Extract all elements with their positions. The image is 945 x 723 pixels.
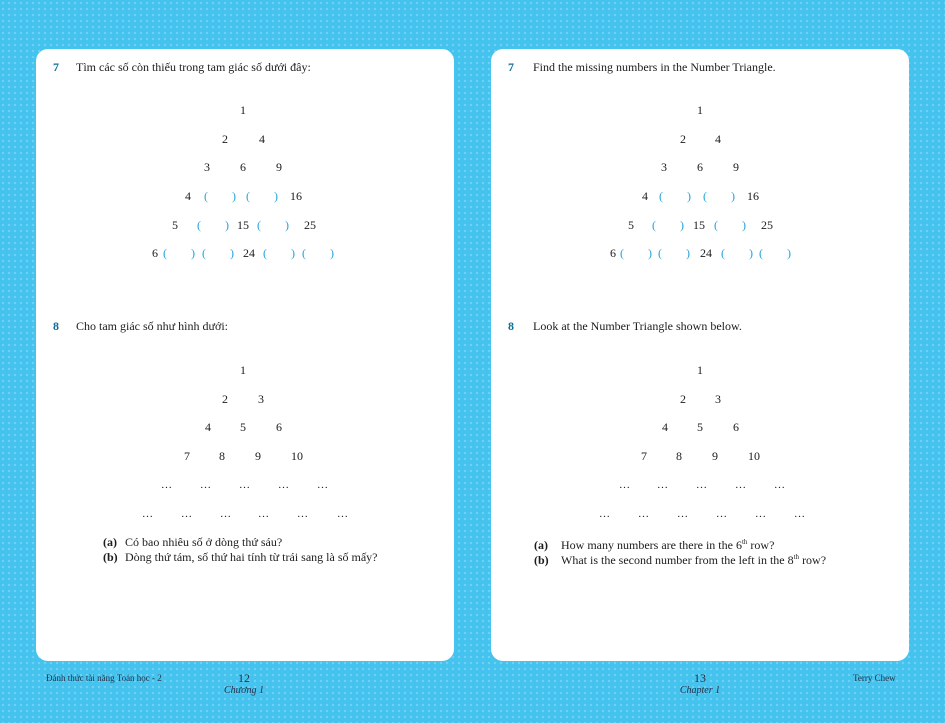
question-8-number: 8: [508, 319, 514, 333]
question-8-text: Look at the Number Triangle shown below.: [533, 319, 742, 333]
ellipsis: ...: [619, 479, 631, 491]
triangle-number: 8: [219, 449, 225, 463]
triangle-number: 3: [661, 160, 667, 174]
triangle-number: 6: [733, 420, 739, 434]
triangle-number: 5: [172, 218, 178, 232]
ellipsis: ...: [181, 508, 193, 520]
sub-question-label: (b): [103, 550, 118, 564]
ellipsis: ...: [657, 479, 669, 491]
ellipsis: ...: [142, 508, 154, 520]
triangle-number: 5: [628, 218, 634, 232]
triangle-number: 1: [697, 363, 703, 377]
ellipsis: ...: [794, 508, 806, 520]
ellipsis: ...: [716, 508, 728, 520]
triangle-number: 6: [240, 160, 246, 174]
triangle-number: 10: [748, 449, 760, 463]
footer-page-number: 12: [238, 671, 250, 685]
triangle-number: 3: [715, 392, 721, 406]
left-page: 7 Tìm các số còn thiếu trong tam giác số dưới đây: 1 2 4 3 6 9 4 ( ) ( ) 16 5 ( ) 15 ( ) 25 6 ( ) ( ) 24 ( ) ( ) 8 Cho tam giác số như hình dưới: 1 2 3 4 5 6 7 8 9 10 ... ... ... ... ... ... ... ... ... ... ... (a) Có bao nhiêu số ở dòng thứ sáu? (b) Dòng thứ tám, số thứ hai tính từ trái sang là số mấy?: [36, 49, 454, 661]
sub-question-b: [103, 550, 377, 564]
ellipsis: ...: [317, 479, 329, 491]
triangle-number: 25: [304, 218, 316, 232]
triangle-number: 4: [185, 189, 191, 203]
ellipsis: ...: [337, 508, 349, 520]
triangle-number: 6: [276, 420, 282, 434]
triangle-number: 2: [680, 132, 686, 146]
triangle-number: 7: [641, 449, 647, 463]
triangle-number: 9: [276, 160, 282, 174]
triangle-number: 1: [240, 103, 246, 117]
sub-question-text: Dòng thứ tám, số thứ hai tính từ trái sang là số mấy?: [125, 550, 378, 564]
sub-question-label: (b): [534, 553, 549, 567]
ellipsis: ...: [161, 479, 173, 491]
sub-question-b: [534, 550, 826, 567]
triangle-number: 16: [747, 189, 759, 203]
triangle-number: 3: [204, 160, 210, 174]
triangle-number: 2: [222, 132, 228, 146]
triangle-number: 2: [222, 392, 228, 406]
triangle-number: 1: [240, 363, 246, 377]
ellipsis: ...: [258, 508, 270, 520]
footer-page-number: 13: [694, 671, 706, 685]
triangle-number: 15: [237, 218, 249, 232]
triangle-number: 16: [290, 189, 302, 203]
triangle-number: 4: [662, 420, 668, 434]
question-7-number: 7: [508, 60, 514, 74]
triangle-number: 9: [733, 160, 739, 174]
triangle-number: 4: [642, 189, 648, 203]
triangle-number: 1: [697, 103, 703, 117]
triangle-number: 4: [715, 132, 721, 146]
triangle-number: 5: [697, 420, 703, 434]
question-7-text: Find the missing numbers in the Number Triangle.: [533, 60, 776, 74]
triangle-number: 5: [240, 420, 246, 434]
triangle-number: 9: [255, 449, 261, 463]
sub-question-text: Có bao nhiêu số ở dòng thứ sáu?: [125, 535, 283, 549]
question-8-number: 8: [53, 319, 59, 333]
sub-question-label: (a): [103, 535, 117, 549]
triangle-number: 24: [700, 246, 712, 260]
sub-question-text: How many numbers are there in the 6th row?: [561, 538, 775, 552]
ellipsis: ...: [278, 479, 290, 491]
footer-chapter: Chương 1: [224, 685, 264, 696]
triangle-number: 15: [693, 218, 705, 232]
ellipsis: ...: [599, 508, 611, 520]
sub-question-a: [103, 535, 282, 549]
ellipsis: ...: [297, 508, 309, 520]
triangle-number: 2: [680, 392, 686, 406]
ellipsis: ...: [638, 508, 650, 520]
right-page: 7 Find the missing numbers in the Number Triangle. 1 2 4 3 6 9 4 ( ) ( ) 16 5 ( ) 15 ( ) 25 6 ( ) ( ) 24 ( ) ( ) 8 Look at the Number Triangle shown below. 1 2 3 4 5 6 7 8 9 10 ... ... ... ... ... ... ... ... ... ... ... (a) How many numbers are there in the 6th row? (b) What is the second number from the left in the 8th row?: [491, 49, 909, 661]
triangle-number: 4: [259, 132, 265, 146]
ellipsis: ...: [220, 508, 232, 520]
triangle-number: 4: [205, 420, 211, 434]
ellipsis: ...: [755, 508, 767, 520]
ellipsis: ...: [735, 479, 747, 491]
triangle-number: 24: [243, 246, 255, 260]
footer-book-title: Đánh thức tài năng Toán học - 2: [46, 673, 162, 683]
question-7-number: 7: [53, 60, 59, 74]
ellipsis: ...: [677, 508, 689, 520]
footer-author: Terry Chew: [853, 673, 896, 683]
triangle-number: 8: [676, 449, 682, 463]
triangle-number: 3: [258, 392, 264, 406]
question-8-text: Cho tam giác số như hình dưới:: [76, 319, 229, 333]
triangle-number: 7: [184, 449, 190, 463]
triangle-number: 6: [610, 246, 616, 260]
triangle-number: 10: [291, 449, 303, 463]
triangle-number: 9: [712, 449, 718, 463]
sub-question-text: What is the second number from the left in the 8th row?: [561, 553, 827, 567]
sub-question-label: (a): [534, 538, 548, 552]
ellipsis: ...: [696, 479, 708, 491]
triangle-number: 6: [152, 246, 158, 260]
ellipsis: ...: [200, 479, 212, 491]
triangle-number: 25: [761, 218, 773, 232]
triangle-number: 6: [697, 160, 703, 174]
ellipsis: ...: [239, 479, 251, 491]
question-7-text: Tìm các số còn thiếu trong tam giác số dưới đây:: [76, 60, 311, 74]
footer-chapter: Chapter 1: [679, 685, 721, 696]
ellipsis: ...: [774, 479, 786, 491]
